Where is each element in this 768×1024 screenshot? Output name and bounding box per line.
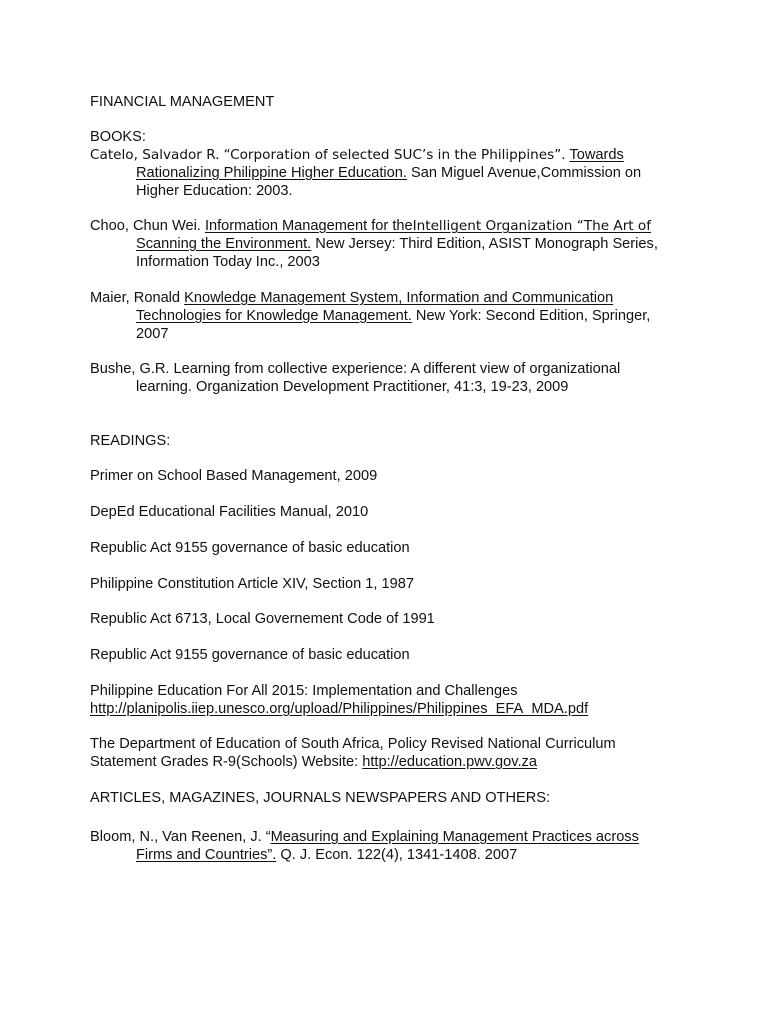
book-author: Choo, Chun Wei. — [90, 218, 201, 234]
page-title: FINANCIAL MANAGEMENT — [90, 94, 275, 110]
reading-sa-line: Statement Grades R-9(Schools) Website: — [90, 754, 359, 770]
book-entry-catelo — [90, 146, 678, 200]
reading-efa — [90, 682, 678, 718]
book-author: Catelo, Salvador R. — [90, 147, 220, 163]
book-publisher: Information Today Inc., 2003 — [136, 254, 320, 270]
reading-item: Republic Act 9155 governance of basic education — [90, 647, 410, 663]
book-title: Scanning the Environment. — [136, 236, 312, 252]
book-title: Intelligent Organization “The Art of — [412, 218, 652, 234]
article-title: Firms and Countries”. — [136, 847, 277, 863]
book-entry-bushe — [90, 360, 678, 396]
book-title: Knowledge Management System, Information and Communication — [184, 290, 614, 306]
book-publisher: San Miguel Avenue,Commission on — [411, 165, 642, 181]
article-author: Bloom, N., Van Reenen, J. “ — [90, 829, 271, 845]
book-publisher: 2007 — [136, 326, 169, 342]
book-article: “Corporation of selected SUC’s in the Philippines”. — [223, 147, 566, 163]
reading-item: Republic Act 6713, Local Governement Code of 1991 — [90, 611, 435, 627]
book-title: Towards — [569, 147, 624, 163]
book-citation-line: Bushe, G.R. Learning from collective experience: A different view of organizational — [90, 361, 621, 377]
books-heading: BOOKS: — [90, 129, 146, 145]
book-title: Technologies for Knowledge Management. — [136, 308, 412, 324]
book-citation-line: learning. Organization Development Practitioner, 41:3, 19-23, 2009 — [136, 379, 569, 395]
reading-efa-title: Philippine Education For All 2015: Implementation and Challenges — [90, 683, 518, 699]
education-url-link[interactable]: http://education.pwv.gov.za — [362, 754, 537, 770]
book-title: Information Management for the — [204, 218, 413, 234]
article-journal: Q. J. Econ. 122(4), 1341-1408. 2007 — [280, 847, 518, 863]
reading-item: DepEd Educational Facilities Manual, 2010 — [90, 504, 369, 520]
book-publisher: New Jersey: Third Edition, ASIST Monograph Series, — [315, 236, 658, 252]
article-title: Measuring and Explaining Management Practices across — [270, 829, 639, 845]
book-publisher: Higher Education: 2003. — [136, 183, 293, 199]
reading-south-africa — [90, 735, 678, 771]
readings-heading: READINGS: — [90, 433, 171, 449]
reading-item: Philippine Constitution Article XIV, Section 1, 1987 — [90, 576, 414, 592]
book-entry-maier — [90, 289, 678, 343]
article-entry-bloom — [90, 828, 678, 864]
reading-item: Republic Act 9155 governance of basic education — [90, 540, 410, 556]
efa-url-link[interactable]: http://planipolis.iiep.unesco.org/upload/Philippines/Philippines_EFA_MDA.pdf — [90, 701, 589, 717]
book-entry-choo — [90, 217, 678, 271]
book-title: Rationalizing Philippine Higher Education. — [136, 165, 407, 181]
book-author: Maier, Ronald — [90, 290, 181, 306]
book-publisher: New York: Second Edition, Springer, — [415, 308, 651, 324]
reading-item: Primer on School Based Management, 2009 — [90, 468, 378, 484]
reading-sa-line: The Department of Education of South Africa, Policy Revised National Curriculum — [90, 736, 616, 752]
articles-heading: ARTICLES, MAGAZINES, JOURNALS NEWSPAPERS AND OTHERS: — [90, 790, 551, 806]
